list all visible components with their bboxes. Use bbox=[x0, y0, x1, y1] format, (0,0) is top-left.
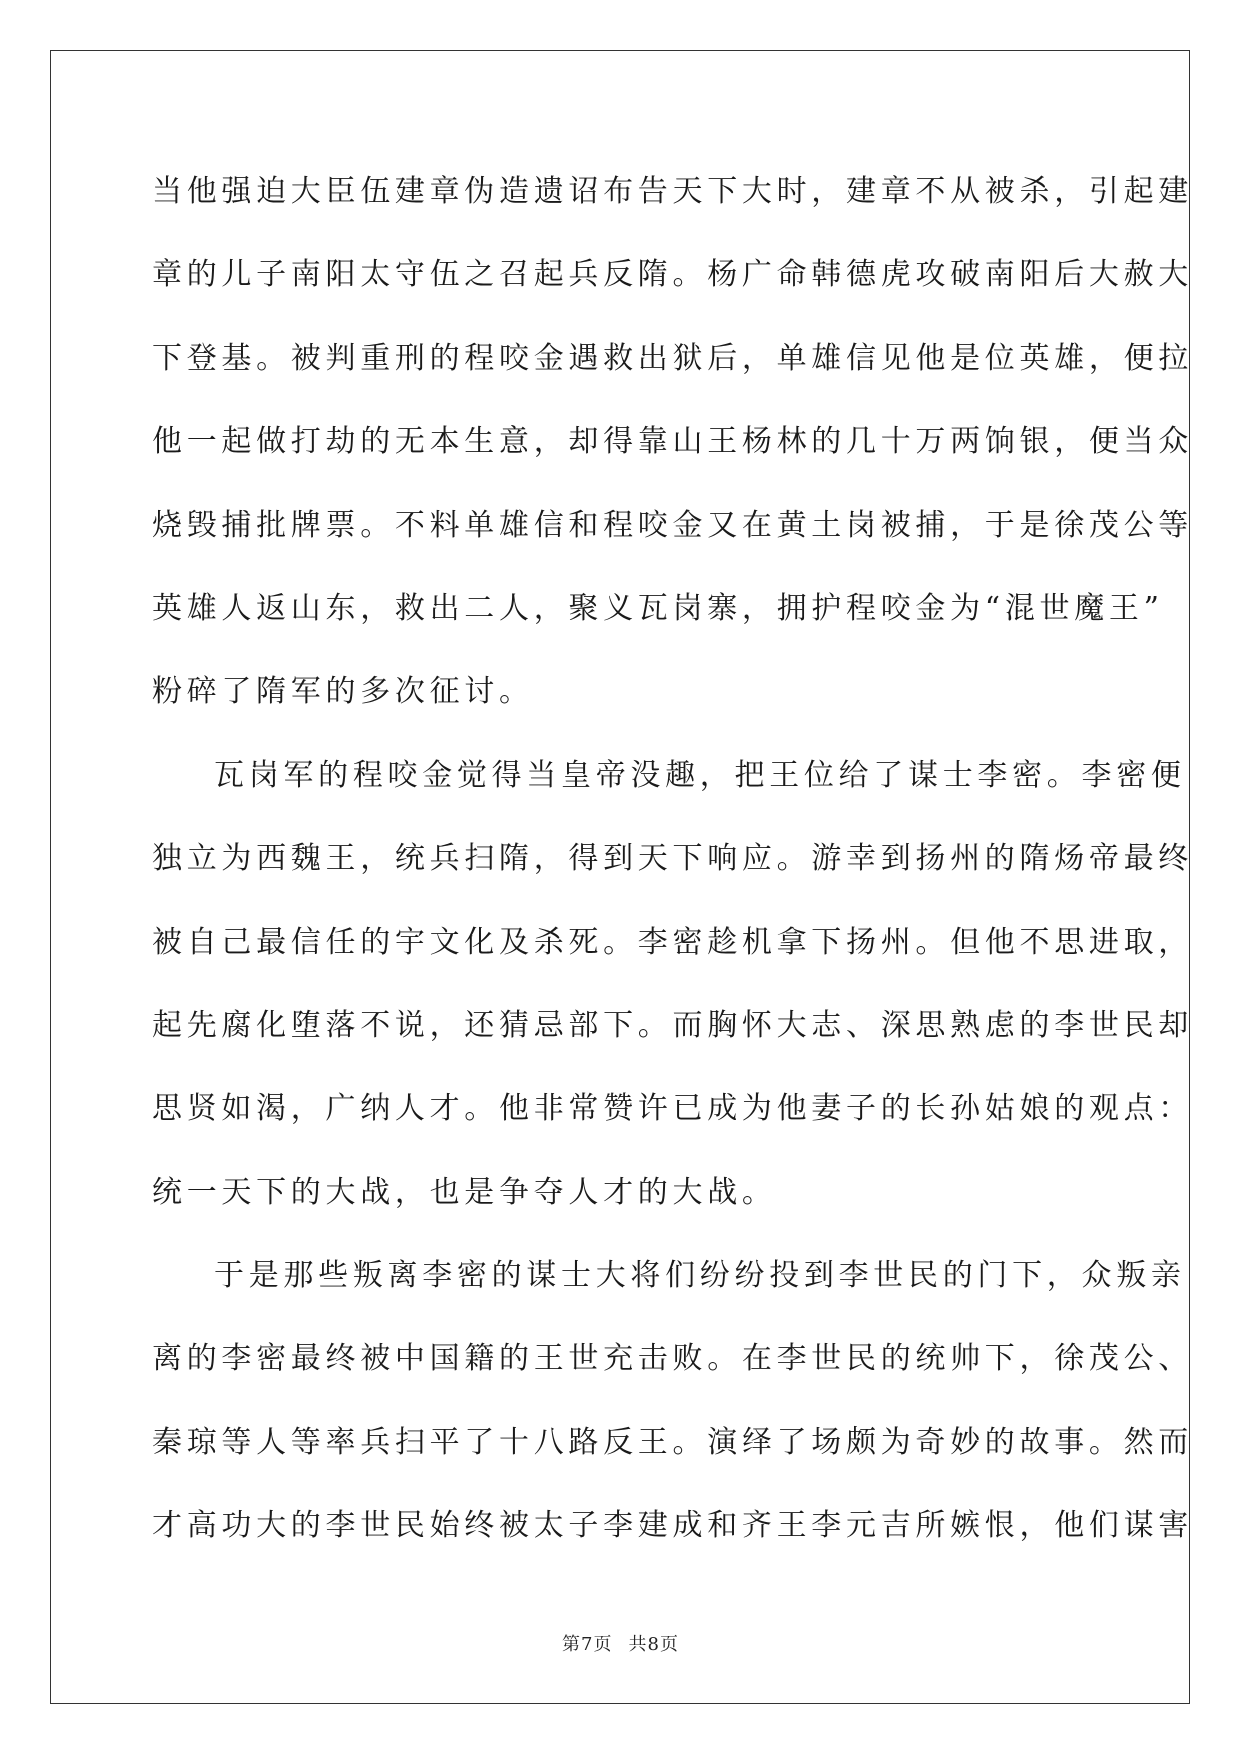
current-page-label: 第7页 bbox=[562, 1634, 613, 1655]
text-line: 粉碎了隋军的多次征讨。 bbox=[152, 674, 534, 710]
text-line: 思贤如渴，广纳人才。他非常赞许已成为他妻子的长孙姑娘的观点： bbox=[152, 1091, 1193, 1127]
page-footer bbox=[0, 1630, 1241, 1656]
paragraph-first-line: 瓦岗军的程咬金觉得当皇帝没趣，把王位给了谋士李密。李密便 bbox=[214, 757, 1186, 793]
text-line: 起先腐化堕落不说，还猜忌部下。而胸怀大志、深思熟虑的李世民却 bbox=[152, 1007, 1193, 1043]
text-line: 秦琼等人等率兵扫平了十八路反王。演绎了场颇为奇妙的故事。然而 bbox=[152, 1424, 1193, 1460]
text-line: 被自己最信任的宇文化及杀死。李密趁机拿下扬州。但他不思进取， bbox=[152, 924, 1193, 960]
text-line: 当他强迫大臣伍建章伪造遗诏布告天下大时，建章不从被杀，引起建 bbox=[152, 174, 1193, 209]
text-line: 他一起做打劫的无本生意，却得靠山王杨林的几十万两饷银，便当众 bbox=[152, 424, 1193, 460]
paragraph-first-line: 于是那些叛离李密的谋士大将们纷纷投到李世民的门下，众叛亲 bbox=[214, 1258, 1186, 1294]
text-line: 离的李密最终被中国籍的王世充击败。在李世民的统帅下，徐茂公、 bbox=[152, 1341, 1193, 1377]
text-line: 烧毁捕批牌票。不料单雄信和程咬金又在黄土岗被捕，于是徐茂公等 bbox=[152, 507, 1193, 543]
total-pages-label: 共8页 bbox=[628, 1634, 679, 1655]
text-line: 章的儿子南阳太守伍之召起兵反隋。杨广命韩德虎攻破南阳后大赦大 bbox=[152, 257, 1193, 293]
text-line: 统一天下的大战，也是争夺人才的大战。 bbox=[152, 1174, 777, 1210]
document-body bbox=[152, 160, 1193, 1578]
text-line: 才高功大的李世民始终被太子李建成和齐王李元吉所嫉恨，他们谋害 bbox=[152, 1508, 1193, 1544]
text-line: 英雄人返山东，救出二人，聚义瓦岗寨，拥护程咬金为“混世魔王” bbox=[152, 590, 1164, 626]
text-line: 下登基。被判重刑的程咬金遇救出狱后，单雄信见他是位英雄，便拉 bbox=[152, 340, 1193, 376]
text-line: 独立为西魏王，统兵扫隋，得到天下响应。游幸到扬州的隋炀帝最终 bbox=[152, 841, 1193, 877]
